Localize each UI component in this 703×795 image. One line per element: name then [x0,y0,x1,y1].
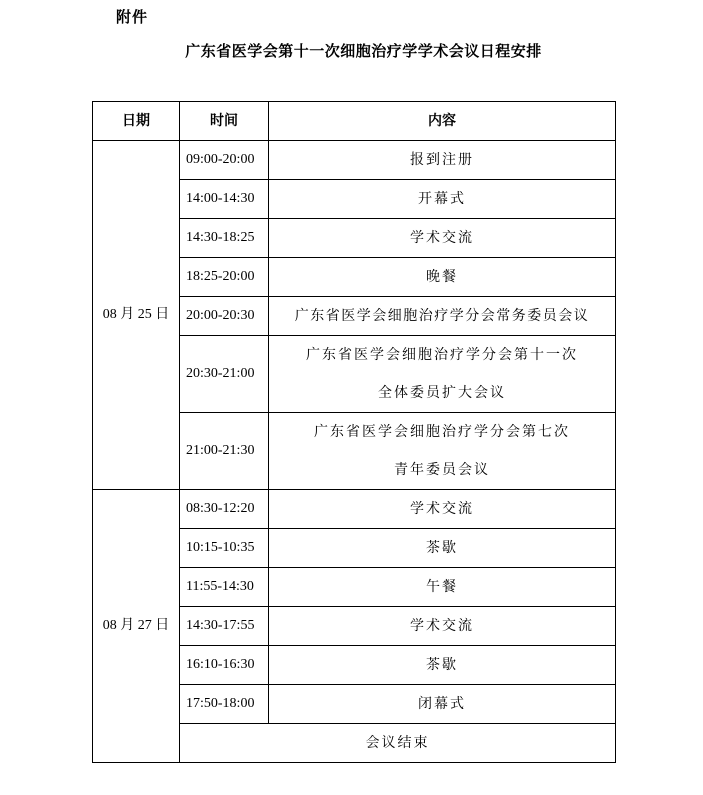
content-cell [269,258,616,297]
content-line: 闭幕式 [418,696,466,712]
content-cell [269,529,616,568]
content-cell [269,219,616,258]
time-cell: 17:50-18:00 [180,685,269,724]
table-row [93,141,616,180]
content-cell [269,141,616,180]
content-line: 学术交流 [410,618,474,634]
time-cell: 16:10-16:30 [180,646,269,685]
header-date: 日期 [93,102,180,141]
time-cell: 18:25-20:00 [180,258,269,297]
content-line: 午餐 [426,579,458,595]
attachment-label: 附件 [116,8,149,26]
table-header-row [93,102,616,141]
content-cell [269,607,616,646]
content-cell [269,413,616,490]
content-cell [269,336,616,413]
content-line: 青年委员会议 [394,462,490,478]
time-cell: 14:00-14:30 [180,180,269,219]
time-cell: 11:55-14:30 [180,568,269,607]
content-line: 开幕式 [418,191,466,207]
content-cell [269,685,616,724]
date-cell-day1: 08 月 25 日 [93,141,180,490]
content-cell [269,490,616,529]
content-cell [269,180,616,219]
content-line: 报到注册 [410,152,474,168]
content-line: 茶歇 [426,657,458,673]
content-cell [269,297,616,336]
content-line: 全体委员扩大会议 [378,385,506,401]
content-line: 晚餐 [426,269,458,285]
time-cell: 09:00-20:00 [180,141,269,180]
content-line: 广东省医学会细胞治疗学分会第十一次 [306,347,578,363]
content-line: 学术交流 [410,230,474,246]
content-line: 学术交流 [410,501,474,517]
table-row [93,490,616,529]
time-cell: 14:30-18:25 [180,219,269,258]
header-time: 时间 [180,102,269,141]
time-cell: 21:00-21:30 [180,413,269,490]
content-line: 广东省医学会细胞治疗学分会第七次 [314,424,570,440]
content-line: 茶歇 [426,540,458,556]
schedule-table [92,101,616,763]
content-cell [269,646,616,685]
document-title: 广东省医学会第十一次细胞治疗学学术会议日程安排 [185,42,542,60]
time-cell: 14:30-17:55 [180,607,269,646]
content-cell [269,568,616,607]
content-line: 广东省医学会细胞治疗学分会常务委员会议 [294,308,590,324]
header-content: 内容 [269,102,616,141]
time-cell: 20:00-20:30 [180,297,269,336]
time-cell: 10:15-10:35 [180,529,269,568]
date-cell-day2: 08 月 27 日 [93,490,180,763]
time-cell: 20:30-21:00 [180,336,269,413]
closing-cell [180,724,616,763]
closing-text: 会议结束 [365,735,430,751]
time-cell: 08:30-12:20 [180,490,269,529]
